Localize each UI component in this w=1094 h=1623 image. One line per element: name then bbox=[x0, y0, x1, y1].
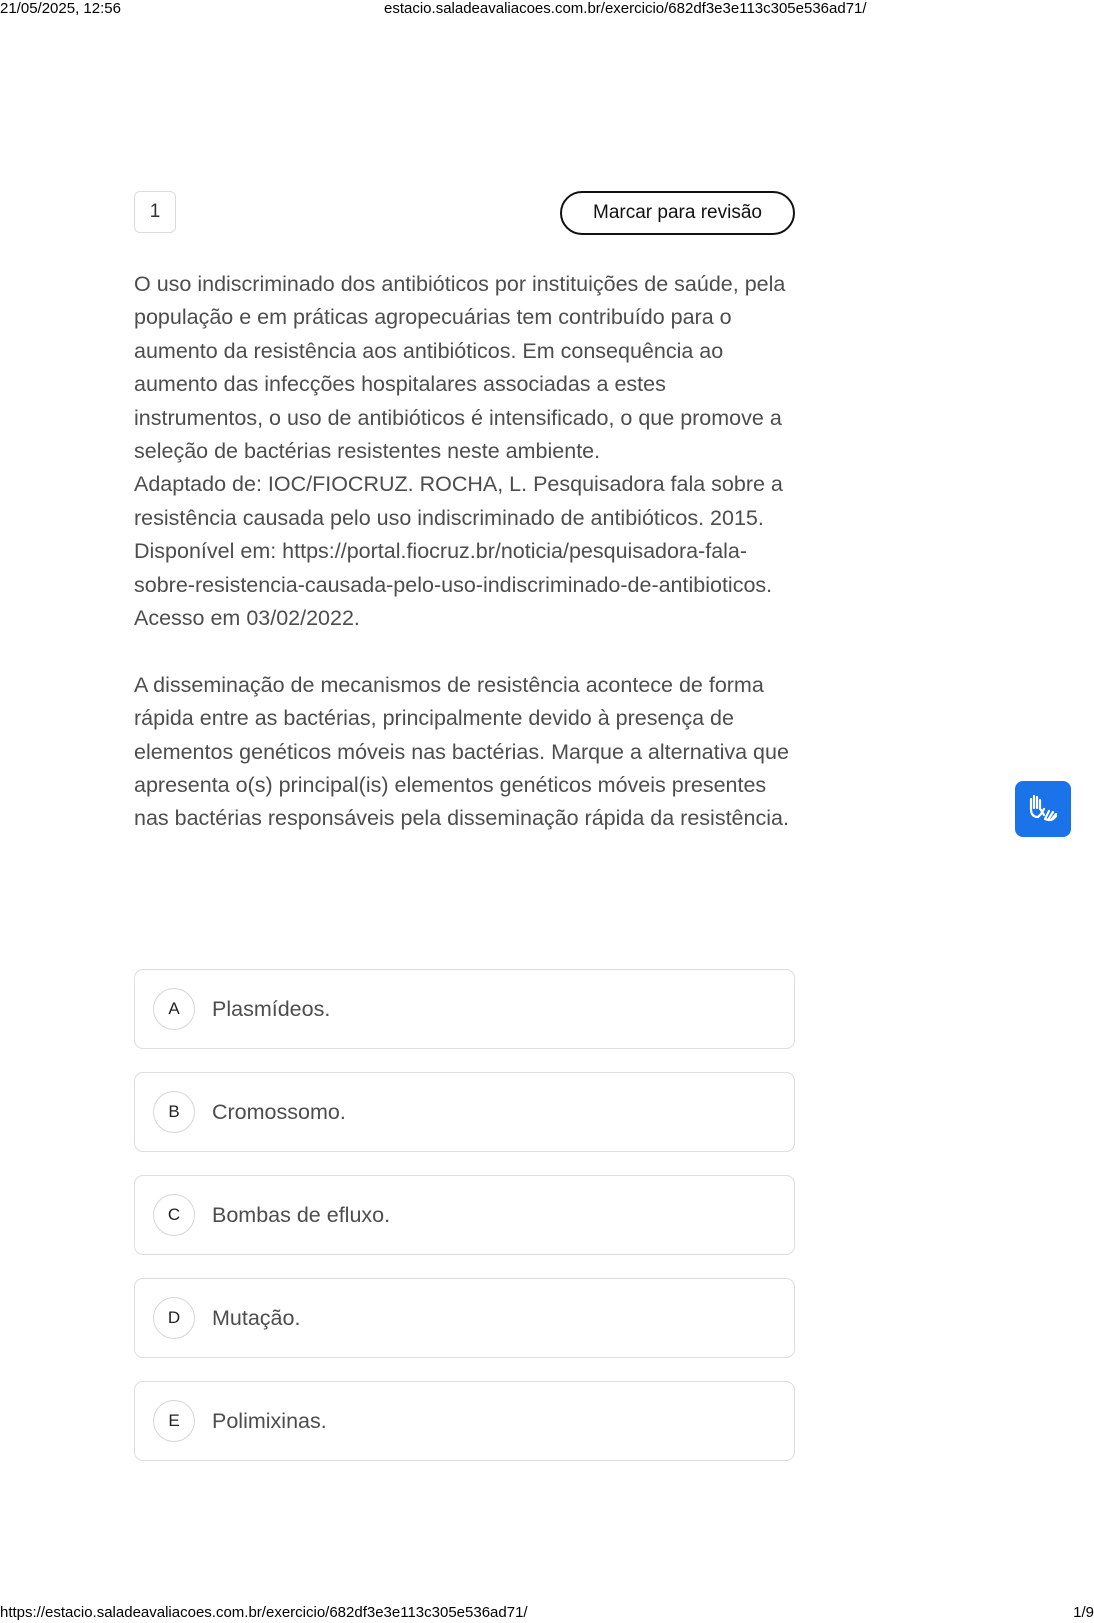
question-prompt-paragraph: A disseminação de mecanismos de resistência acontece de forma rápida entre as bactérias, principalmente devido à presença de elementos genéticos móveis nas bactérias. Marque a alternativa que apresenta o(s) principal(is) elementos genéticos móveis presentes nas bactérias responsáveis pela disseminação rápida da resistência. bbox=[134, 672, 789, 831]
sign-language-hands-icon bbox=[1025, 789, 1061, 830]
question-context-paragraph: O uso indiscriminado dos antibióticos por instituições de saúde, pela população e em práticas agropecuárias tem contribuído para o aumento da resistência aos antibióticos. Em consequência ao aumento das infecções hospitalares associadas a estes instrumentos, o uso de antibióticos é intensificado, o que promove a seleção de bactérias resistentes neste ambiente. bbox=[134, 272, 786, 464]
alternative-option-b[interactable] bbox=[134, 1072, 795, 1152]
alternative-option-d[interactable] bbox=[134, 1278, 795, 1358]
alternative-letter-badge: E bbox=[153, 1400, 195, 1442]
question-number-badge: 1 bbox=[134, 191, 176, 233]
print-footer-url: https://estacio.saladeavaliacoes.com.br/exercicio/682df3e3e113c305e536ad71/ bbox=[0, 1604, 528, 1621]
alternative-text: Cromossomo. bbox=[212, 1099, 346, 1124]
alternative-text: Polimixinas. bbox=[212, 1408, 327, 1433]
alternative-option-c[interactable] bbox=[134, 1175, 795, 1255]
alternative-text: Plasmídeos. bbox=[212, 996, 331, 1021]
accessibility-sign-language-button[interactable] bbox=[1015, 781, 1071, 837]
alternatives-list bbox=[134, 969, 795, 1484]
mark-for-review-button[interactable]: Marcar para revisão bbox=[560, 191, 795, 235]
alternative-text: Mutação. bbox=[212, 1305, 301, 1330]
print-footer bbox=[0, 1604, 1094, 1622]
print-page-url: estacio.saladeavaliacoes.com.br/exercicio/682df3e3e113c305e536ad71/ bbox=[384, 0, 867, 17]
alternative-letter-badge: A bbox=[153, 988, 195, 1030]
print-header bbox=[0, 0, 1094, 18]
alternative-option-e[interactable] bbox=[134, 1381, 795, 1461]
question-statement bbox=[134, 268, 799, 836]
alternative-option-a[interactable] bbox=[134, 969, 795, 1049]
print-page-number: 1/9 bbox=[1073, 1604, 1094, 1621]
print-datetime: 21/05/2025, 12:56 bbox=[0, 0, 121, 17]
alternative-text: Bombas de efluxo. bbox=[212, 1202, 391, 1227]
alternative-letter-badge: C bbox=[153, 1194, 195, 1236]
alternative-letter-badge: B bbox=[153, 1091, 195, 1133]
question-source-paragraph: Adaptado de: IOC/FIOCRUZ. ROCHA, L. Pesquisadora fala sobre a resistência causada pelo uso indiscriminado de antibióticos. 2015. Disponível em: https://portal.fiocruz.br/noticia/pesquisadora-fala-sobre-resistencia-causada-pelo-uso-indiscriminado-de-antibioticos. Acesso em 03/02/2022. bbox=[134, 472, 783, 631]
alternative-letter-badge: D bbox=[153, 1297, 195, 1339]
